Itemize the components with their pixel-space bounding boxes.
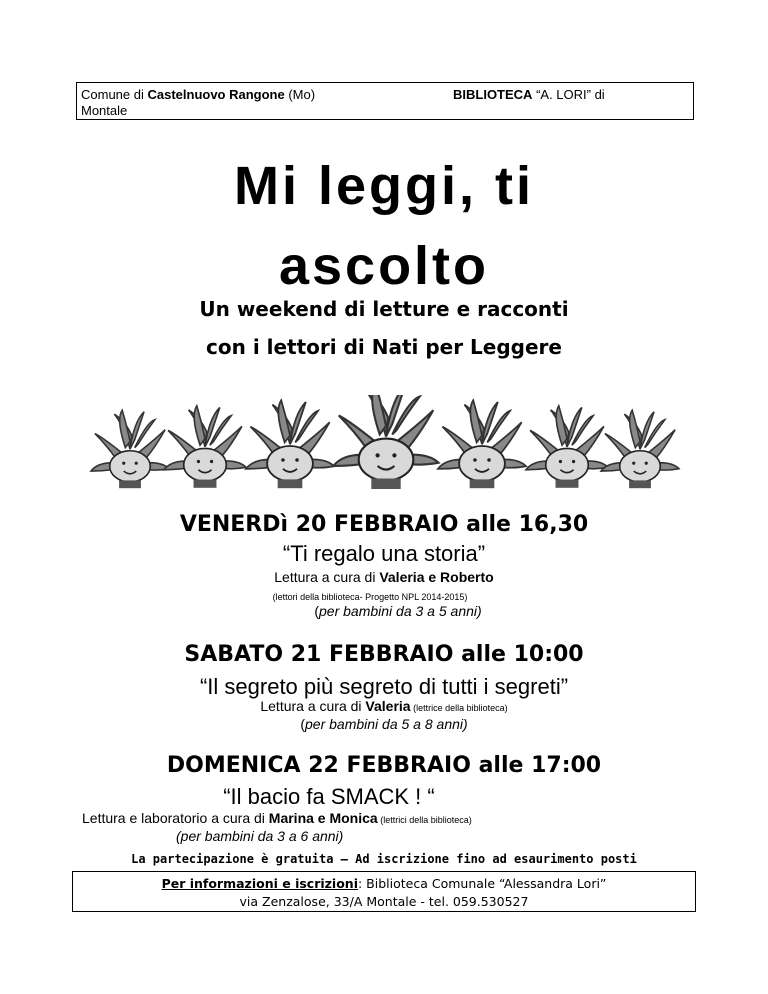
sun-face-icon	[334, 395, 439, 489]
event-2-readers: Lettura a cura di Valeria (lettrice della biblioteca)	[260, 698, 508, 714]
subtitle-line-2: con i lettori di Nati per Leggere	[206, 335, 562, 359]
header-box	[76, 82, 694, 120]
sun-face-icon	[438, 400, 526, 488]
address-line: via Zenzalose, 33/A Montale - tel. 059.530527	[239, 894, 529, 909]
poster-title: Mi leggi, ti ascolto	[234, 156, 534, 296]
sun-face-icon	[91, 410, 169, 488]
sun-face-icon	[246, 400, 334, 488]
info-box	[72, 871, 696, 912]
info-line: Per informazioni e iscrizioni: Biblioteca Comunale “Alessandra Lori”	[161, 876, 607, 891]
event-1-title: “Ti regalo una storia”	[282, 541, 486, 566]
event-1-readers: Lettura a cura di Valeria e Roberto	[274, 569, 494, 585]
header-municipality: Comune di Castelnuovo Rangone (Mo) Montale	[81, 87, 316, 118]
sun-faces-illustration	[0, 395, 768, 495]
event-3-date: DOMENICA 22 FEBBRAIO alle 17:00	[166, 753, 602, 778]
header-library: BIBLIOTECA “A. LORI” di	[453, 87, 605, 102]
event-2-age: (per bambini da 5 a 8 anni)	[300, 716, 468, 732]
event-3-title: “Il bacio fa SMACK ! “	[223, 784, 435, 809]
event-1-date: VENERDì 20 FEBBRAIO alle 16,30	[179, 512, 589, 537]
sun-face-icon	[164, 406, 246, 488]
sun-face-icon	[601, 410, 679, 488]
event-2-date: SABATO 21 FEBBRAIO alle 10:00	[184, 642, 584, 667]
event-1-note: (lettori della biblioteca- Progetto NPL 2014-2015)	[272, 592, 468, 602]
event-3-readers: Lettura e laboratorio a cura di Marina e Monica (lettrici della biblioteca)	[82, 810, 472, 826]
participation-note: La partecipazione è gratuita – Ad iscrizione fino ad esaurimento posti	[131, 852, 637, 866]
event-1-age: (per bambini da 3 a 5 anni)	[314, 603, 482, 619]
event-2-title: “Il segreto più segreto di tutti i segreti”	[199, 674, 569, 699]
event-3-age: (per bambini da 3 a 6 anni)	[176, 828, 344, 844]
sun-face-icon	[526, 406, 608, 488]
subtitle-line-1: Un weekend di letture e racconti	[199, 297, 569, 321]
